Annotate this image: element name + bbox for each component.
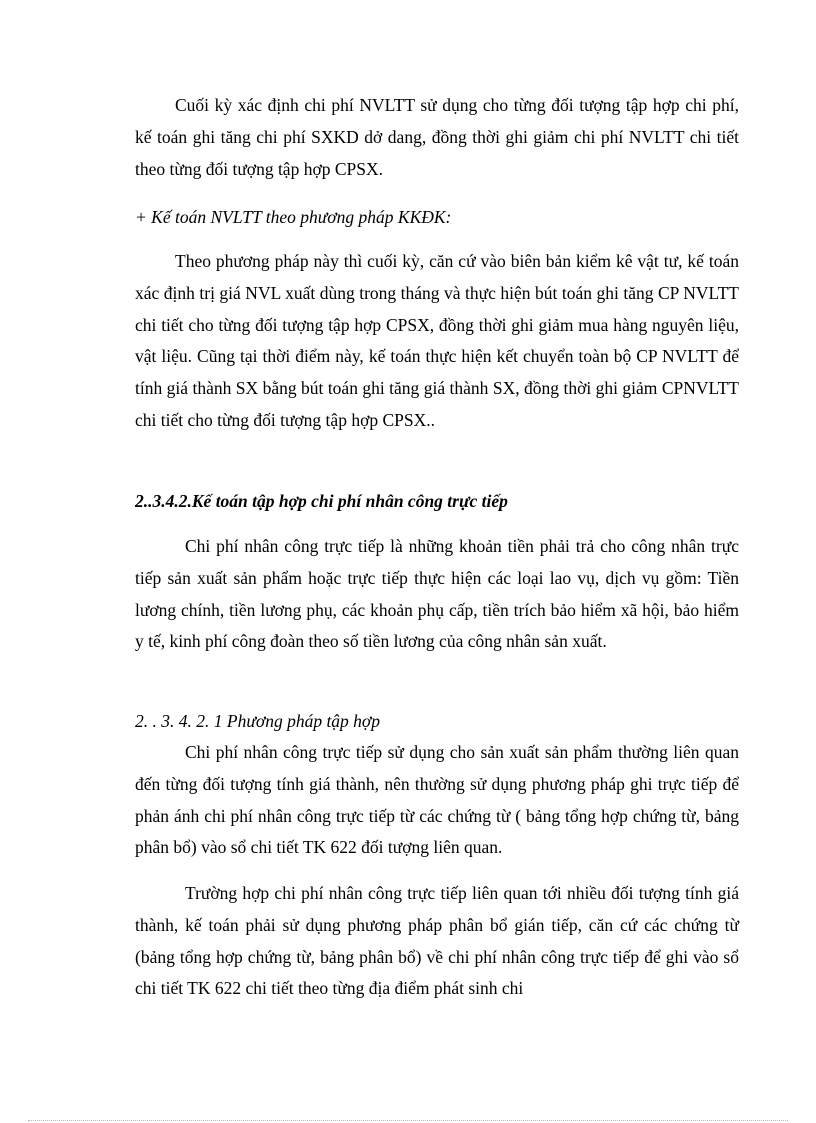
subheading-collection-method: 2. . 3. 4. 2. 1 Phương pháp tập hợp [135,711,381,731]
section-heading-direct-labor: 2..3.4.2.Kế toán tập hợp chi phí nhân công trực tiếp [135,491,508,511]
page-bottom-rule [28,1120,788,1121]
paragraph-material-cost-period-end: Cuối kỳ xác định chi phí NVLTT sử dụng cho từng đối tượng tập hợp chi phí, kế toán ghi tăng chi phí SXKD dở dang, đồng thời ghi giảm chi phí NVLTT chi tiết theo từng đối tượng tập hợp CPSX. [135,95,739,179]
paragraph-kkdk-method: Theo phương pháp này thì cuối kỳ, căn cứ vào biên bản kiểm kê vật tư, kế toán xác định trị giá NVL xuất dùng trong tháng và thực hiện bút toán ghi tăng CP NVLTT chi tiết cho từng đối tượng tập hợp CPSX, đồng thời ghi giảm mua hàng nguyên liệu, vật liệu. Cũng tại thời điểm này, kế toán thực hiện kết chuyển toàn bộ CP NVLTT để tính giá thành SX bằng bút toán ghi tăng giá thành SX, đồng thời ghi giảm CPNVLTT chi tiết cho từng đối tượng tập hợp CPSX.. [135,251,739,430]
paragraph-direct-allocation: Chi phí nhân công trực tiếp sử dụng cho sản xuất sản phẩm thường liên quan đến từng đối tượng tính giá thành, nên thường sử dụng phương pháp ghi trực tiếp để phản ánh chi phí nhân công trực tiếp từ các chứng từ ( bảng tổng hợp chứng từ, bảng phân bổ) vào sổ chi tiết TK 622 đối tượng liên quan. [135,742,739,858]
paragraph-indirect-allocation: Trường hợp chi phí nhân công trực tiếp liên quan tới nhiều đối tượng tính giá thành, kế toán phải sử dụng phương pháp phân bổ gián tiếp, căn cứ các chứng từ (bảng tổng hợp chứng từ, bảng phân bổ) về chi phí nhân công trực tiếp để ghi vào sổ chi tiết TK 622 chi tiết theo từng địa điểm phát sinh chi [135,883,739,999]
paragraph-direct-labor-definition: Chi phí nhân công trực tiếp là những khoản tiền phải trả cho công nhân trực tiếp sản xuất sản phẩm hoặc trực tiếp thực hiện các loại lao vụ, dịch vụ gồm: Tiền lương chính, tiền lương phụ, các khoản phụ cấp, tiền trích bảo hiểm xã hội, bảo hiểm y tế, kinh phí công đoàn theo số tiền lương của công nhân sản xuất. [135,536,739,652]
method-label-kkdk: + Kế toán NVLTT theo phương pháp KKĐK: [135,207,452,227]
